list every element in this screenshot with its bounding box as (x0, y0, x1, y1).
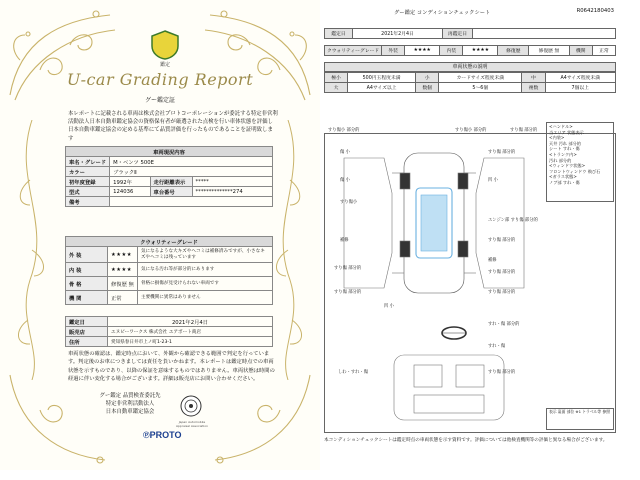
damage-label: すり傷 部分的 (488, 238, 516, 243)
proto-logo-text: PROTO (149, 430, 182, 440)
exterior-note: 気になるような大キズやヘコミは補修済みですが、小さなキズやヘコミは残っています (137, 247, 272, 263)
damage-label: 凹 小 (384, 304, 394, 309)
damage-label: すり傷小 部分的 (455, 128, 487, 133)
frame-label: 骨 格 (66, 277, 108, 291)
first-registration-value: 1992年 (110, 177, 150, 187)
sheet-footer-note: 本コンディションチェックシートは鑑定時点の車両状態を示す資料です。評価については他検査機関等の評価と異なる場合がございます。 (324, 438, 608, 443)
damage-label: すり傷 部分的 (510, 128, 538, 133)
damage-label: すり傷 部分的 (334, 266, 362, 271)
table-row (66, 317, 273, 327)
dealer-value: エヌピーワークス 株式会社 エアポート商店 (108, 327, 273, 337)
sheet-date-table (324, 28, 616, 39)
side-note-line: <ガラス状態> (549, 174, 577, 180)
damage-label: すれ・傷 部分的 (488, 322, 520, 327)
chassis-value: **************274 (192, 187, 272, 197)
vehicle-name-label: 車名・グレード (66, 157, 110, 167)
table-row (66, 263, 273, 277)
sheet-repair-label: 修復歴 (498, 46, 529, 56)
mileage-label: 走行距離表示 (150, 177, 192, 187)
diagram-legend-box: 表示 裏面 部位 ※1 トラベル等 参照 (546, 408, 614, 430)
damage-label: すり傷 部分的 (488, 150, 516, 155)
appraisal-date-label: 鑑定日 (66, 317, 108, 327)
sheet-engine-value: 正常 (592, 46, 615, 56)
table-row (66, 247, 273, 263)
side-note-line: 天井 汚れ 部分的 (549, 140, 581, 146)
remarks-label: 備考 (66, 197, 110, 207)
legend-cell: 5～6個 (439, 83, 522, 93)
first-registration-label: 初年度登録 (66, 177, 110, 187)
engine-label: 機 関 (66, 291, 108, 305)
vehicle-name-value: M・ベンツ 500E (110, 157, 273, 167)
mileage-value: ***** (192, 177, 272, 187)
logo-caption: 鑑定 (159, 62, 170, 68)
dealer-label: 販売店 (66, 327, 108, 337)
size-legend-table (324, 72, 616, 93)
goo-appraisal-logo (150, 30, 180, 60)
sheet-header (324, 6, 616, 20)
exterior-label: 外 装 (66, 247, 108, 263)
engine-note: 主要機関に異常はありません (137, 291, 272, 305)
damage-label: エンジン部 すり傷 部分的 (488, 218, 538, 223)
damage-label: すり傷小 (340, 200, 358, 205)
appraisal-date-value: 2021年2月4日 (108, 317, 273, 327)
car-diagram (324, 133, 544, 433)
organization-block (90, 392, 170, 416)
sheet-exterior-value: ★★★★ (405, 46, 440, 56)
exterior-grade: ★★★★ (108, 247, 138, 263)
side-note-line: <内装> (549, 135, 565, 141)
damage-label: すり傷 部分的 (488, 270, 516, 275)
legend-cell: 数個 (416, 83, 439, 93)
sheet-repair-value: 修復歴 無 (529, 46, 570, 56)
frame-grade: 修復歴 無 (108, 277, 138, 291)
table-row (66, 197, 273, 207)
table-row (66, 327, 273, 337)
table-row (325, 29, 616, 39)
table-row (66, 167, 273, 177)
legend-cell: 小 (416, 73, 439, 83)
certificate-title: U-car Grading Report (66, 70, 254, 89)
legend-cell: A4サイズ程度未満 (545, 73, 616, 83)
legend-cell: 大 (325, 83, 348, 93)
side-note-line: ノブ部 すれ・傷 (549, 179, 580, 185)
remarks-value (110, 197, 273, 207)
chassis-label: 車台番号 (150, 187, 192, 197)
vehicle-section-title: 車両現況内容 (66, 147, 273, 157)
table-row (66, 277, 273, 291)
legend-cell: 7個以上 (545, 83, 616, 93)
condition-sheet (324, 28, 616, 93)
frame-note: 骨格に損傷が見受けられない車両です (137, 277, 272, 291)
grading-certificate (0, 0, 320, 470)
vehicle-info-table (65, 146, 273, 207)
table-row (325, 73, 616, 83)
side-note-line: フロントウィンドウ 飛び石 (549, 168, 601, 174)
interior-grade: ★★★★ (108, 263, 138, 277)
org-line: 特定非営利活動法人 (105, 401, 155, 407)
address-label: 住所 (66, 337, 108, 347)
ornament-bottom-right (210, 370, 320, 470)
damage-label: すれ・傷 (488, 344, 506, 349)
model-value: 124036 (110, 187, 150, 197)
table-row (66, 177, 273, 187)
sheet-date-label: 鑑定日 (325, 29, 353, 39)
interior-label: 内 装 (66, 263, 108, 277)
damage-label: すり傷 部分的 (488, 370, 516, 375)
damage-label: 補修 (340, 238, 349, 243)
sheet-title: グー鑑定 コンディションチェックシート (394, 10, 491, 16)
quality-section-title: クウォリティーグレード (66, 237, 273, 247)
model-label: 型式 (66, 187, 110, 197)
certificate-notes: 車両状態の確認は、鑑定時点において、外観から確認できる範囲で判定を行っています。判定後のお車につきましては責任を負いかねます。本レポートは鑑定時点での車両状態を示すものであり、以降の保証を意味するものではありません。車両状態は時間の経過に伴い変化する場合がございます。詳細は販売店にお問い合わせください。 (68, 351, 275, 382)
quality-grade-table (65, 236, 273, 305)
damage-label: すり傷 部分的 (334, 290, 362, 295)
legend-cell: 500円玉程度未満 (348, 73, 416, 83)
color-label: カラー (66, 167, 110, 177)
legend-cell: 複数 (522, 83, 545, 93)
damage-label: 凹 小 (488, 178, 498, 183)
ornament-top-right (200, 0, 320, 110)
table-row (66, 157, 273, 167)
table-row (66, 337, 273, 347)
ornament-right-side (268, 120, 318, 380)
sheet-engine-label: 機関 (569, 46, 592, 56)
sheet-interior-value: ★★★★ (463, 46, 498, 56)
sheet-quality-label: クウォリティーグレード (325, 46, 382, 56)
damage-label: すり傷 部分的 (488, 290, 516, 295)
table-row (66, 291, 273, 305)
side-note-line: 当エリア 状態表示 (549, 129, 584, 135)
interior-notes-box (546, 122, 614, 202)
side-note-line: <ハンドル> (549, 124, 573, 129)
damage-label: 傷 小 (340, 150, 350, 155)
side-note-line: 汚れ 部分的 (549, 157, 572, 163)
reappraisal-value (473, 29, 616, 39)
ornament-left-side (2, 120, 62, 380)
sheet-interior-label: 内装 (440, 46, 463, 56)
table-row (325, 46, 616, 56)
color-value: ブラックⅡ (110, 167, 273, 177)
table-row (325, 83, 616, 93)
damage-label: 補修 (488, 258, 497, 263)
jaaa-caption: Japan Automobile Appraisal Association (175, 420, 209, 428)
ornament-bottom-left (0, 370, 110, 470)
sheet-date-value: 2021年2月4日 (353, 29, 443, 39)
org-line: 日本自動車鑑定協会 (105, 409, 155, 415)
legend-cell: 極小 (325, 73, 348, 83)
legend-cell: カードサイズ程度未満 (439, 73, 522, 83)
damage-label: すり傷小 部分的 (328, 128, 360, 133)
certificate-intro: 本レポートに記載される車両は株式会社プロトコーポレーションが委託する特定非営利活動法人日本自動車鑑定協会の資格保有者が厳選された点検を行い車体状態を評価し日本自動車鑑定協会の定める基準にて品質評価を行ったものであることを証明致します (68, 111, 278, 142)
address-value: 愛知県春日井市上ノ町1-23-1 (108, 337, 273, 347)
jaaa-logo (180, 395, 202, 417)
side-note-line: <トランク内> (549, 151, 577, 157)
sheet-exterior-label: 外装 (382, 46, 405, 56)
ornament-top-left (0, 0, 120, 110)
damage-label: しわ・すれ・傷 (338, 370, 369, 375)
vehicle-state-title: 車両状態の説明 (324, 62, 616, 72)
damage-label: 傷 小 (340, 178, 350, 183)
proto-logo: ℗PROTO (143, 430, 182, 440)
legend-cell: A4サイズ以上 (348, 83, 416, 93)
side-note-line: <ウィンドウ状態> (549, 163, 586, 169)
certificate-subtitle: グー鑑定証 (144, 97, 175, 104)
legend-cell: 中 (522, 73, 545, 83)
side-note-line: シート すれ・傷 (549, 146, 580, 152)
org-line: グー鑑定 品質検査委託先 (99, 393, 161, 399)
sheet-id: R0642180403 (576, 8, 614, 14)
dealer-info-table (65, 316, 273, 347)
sheet-quality-table (324, 45, 616, 56)
table-row (66, 187, 273, 197)
engine-grade: 正常 (108, 291, 138, 305)
reappraisal-label: 再鑑定日 (443, 29, 473, 39)
interior-note: 気になる汚れ等が部分的にあります (137, 263, 272, 277)
